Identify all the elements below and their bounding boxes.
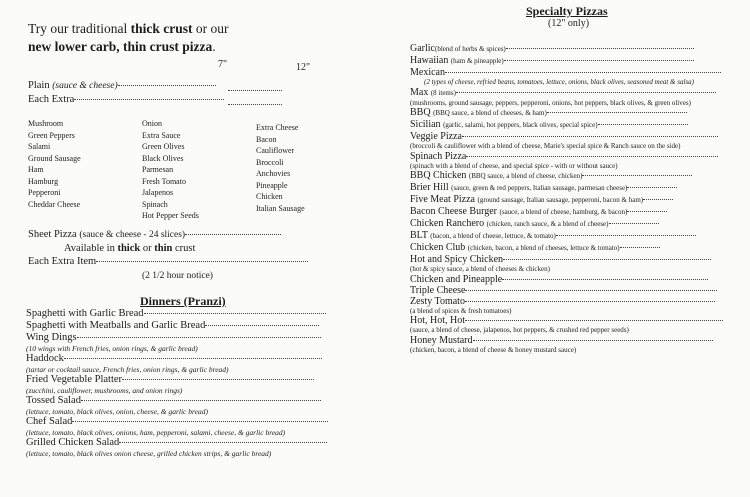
pizza-item	[410, 230, 745, 242]
topping-item: Pineapple	[256, 180, 288, 190]
pizza-item	[410, 43, 745, 55]
pizza-desc: (2 types of cheese, refried beans, tomatoes, lettuce, onions, black olives, seasoned meat & salsa)	[424, 78, 694, 86]
pizza-item	[410, 285, 745, 296]
pizza-desc: (broccoli & cauliflower with a blend of cheese, Marie's special spice & Ranch sauce on the side)	[410, 142, 681, 150]
topping-item: Pepperoni	[28, 188, 61, 197]
pizza-name: Brier Hill	[410, 182, 449, 193]
topping-item: Chicken	[256, 192, 283, 201]
intro-text: Try our traditional	[28, 21, 131, 36]
topping-item: Black Olives	[142, 153, 184, 163]
leader-dots	[502, 279, 708, 280]
topping-item: Bacon	[256, 134, 277, 144]
plain-pizza-row	[28, 80, 216, 92]
leader-dots	[118, 85, 216, 86]
pizza-note: (sauce, a blend of cheese, hamburg, & bacon)	[499, 208, 628, 216]
avail-thick: thick	[117, 243, 141, 254]
dinner-item	[26, 353, 356, 365]
pizza-name: Garlic	[410, 43, 435, 54]
leader-dots	[81, 400, 321, 401]
pizza-name: Zesty Tomato	[410, 295, 465, 307]
pizza-name: Chicken Club	[410, 242, 466, 253]
topping-item: Green Olives	[142, 142, 185, 151]
toppings-col-3	[256, 122, 305, 214]
pizza-item	[410, 206, 745, 218]
dinner-item	[26, 374, 356, 386]
pizza-note: (blend of herbs & spices)	[435, 45, 506, 53]
pizza-item	[410, 296, 745, 307]
sheet-notice: (2 1/2 hour notice)	[142, 271, 213, 281]
pizza-desc: (mushrooms, ground sausage, peppers, pepperoni, onions, hot peppers, black olives, & green olives)	[410, 98, 691, 107]
pizza-item	[410, 87, 745, 99]
dinner-item	[26, 320, 356, 332]
pizza-item	[410, 335, 745, 346]
price-blank-extra	[228, 104, 282, 105]
leader-dots	[185, 234, 281, 235]
avail-thin: thin	[154, 243, 173, 254]
pizza-name: BBQ Chicken	[410, 170, 467, 181]
pizza-item	[410, 55, 745, 67]
topping-item: Green Peppers	[28, 130, 75, 140]
pizza-name: Honey Mustard	[410, 334, 473, 346]
topping-item: Mushroom	[28, 119, 64, 128]
specialty-list	[410, 43, 745, 354]
pizza-note: (bacon, a blend of cheese, lettuce, & tomato)	[430, 232, 556, 240]
dinner-name: Chef Salad	[26, 416, 73, 427]
leader-dots	[503, 259, 711, 260]
topping-item: Ground Sausage	[28, 153, 81, 163]
size-small-header: 7"	[218, 59, 228, 70]
pizza-item	[410, 182, 745, 194]
pizza-item	[410, 170, 745, 182]
dinner-desc: (lettuce, tomato, black olives, onion, cheese, & garlic bread)	[26, 407, 208, 416]
leader-dots	[473, 340, 713, 341]
leader-dots	[77, 337, 321, 338]
topping-item: Anchovies	[256, 169, 291, 178]
dinner-desc: (10 wings with French fries, onion rings, & garlic bread)	[26, 344, 198, 353]
pizza-note: (8 items)	[430, 88, 456, 97]
topping-item: Broccoli	[256, 157, 284, 167]
dinner-item	[26, 308, 356, 320]
pizza-note: (garlic, salami, hot peppers, black olives, special spice)	[443, 121, 598, 129]
topping-item: Hamburg	[28, 176, 59, 186]
topping-item: Parmesan	[142, 165, 174, 174]
topping-item: Salami	[28, 142, 51, 151]
dinner-name: Spaghetti with Meatballs and Garlic Bread	[26, 320, 206, 331]
dinner-name: Grilled Chicken Salad	[26, 437, 120, 448]
plain-desc: (sauce & cheese)	[52, 81, 118, 91]
dinner-name: Wing Dings	[26, 332, 77, 343]
sheet-availability	[64, 243, 195, 255]
each-extra-label: Each Extra	[28, 94, 75, 105]
leader-dots	[72, 421, 328, 422]
pizza-desc: (hot & spicy sauce, a blend of cheeses & chicken)	[410, 265, 550, 273]
leader-dots	[96, 261, 308, 262]
leader-dots	[465, 290, 717, 291]
leader-dots	[205, 325, 319, 326]
plain-label: Plain	[28, 80, 50, 91]
leader-dots	[74, 99, 224, 100]
leader-dots	[598, 124, 688, 125]
intro-text-end: or our	[192, 21, 229, 36]
pizza-name: Mexican	[410, 67, 445, 78]
leader-dots	[643, 199, 673, 200]
leader-dots	[547, 112, 687, 113]
intro-line-2	[28, 38, 216, 55]
topping-item: Hot Pepper Seeds	[142, 211, 199, 220]
pizza-name: Triple Cheese	[410, 284, 466, 296]
leader-dots	[609, 223, 659, 224]
sheet-desc: (sauce & cheese - 24 slices)	[79, 230, 186, 240]
avail-text: or	[140, 243, 155, 254]
leader-dots	[627, 211, 667, 212]
dinner-desc: (lettuce, tomato, black olives, onions, ham, pepperoni, salami, cheese, & garlic bread)	[26, 428, 286, 437]
pizza-name: Sicilian	[410, 119, 441, 130]
intro-thick-crust: thick crust	[130, 21, 193, 36]
pizza-item	[410, 131, 745, 142]
dinners-title: Dinners (Pranzi)	[140, 294, 226, 308]
pizza-name: Hot and Spicy Chicken	[410, 254, 504, 265]
dinner-desc: (lettuce, tomato, black olives onion cheese, grilled chicken strips, & garlic bread)	[26, 449, 272, 458]
pizza-name: Chicken Ranchero	[410, 218, 485, 229]
leader-dots	[504, 60, 694, 61]
pizza-name: BLT	[410, 230, 428, 241]
each-extra-row	[28, 94, 224, 106]
specialty-title: Specialty Pizzas	[526, 4, 608, 18]
toppings-col-1	[28, 118, 81, 210]
dinner-item	[26, 395, 356, 407]
intro-line-1	[28, 20, 229, 37]
pizza-item	[410, 119, 745, 131]
leader-dots	[456, 92, 716, 93]
topping-item: Cauliflower	[256, 146, 295, 155]
price-blank-7	[228, 90, 282, 91]
topping-item: Jalapenos	[142, 188, 174, 197]
pizza-desc: (a blend of spices & fresh tomatoes)	[410, 306, 512, 315]
specialty-subtitle: (12" only)	[548, 18, 590, 29]
pizza-desc: (chicken, bacon, a blend of cheese & honey mustard sauce)	[410, 345, 577, 354]
pizza-name: Veggie Pizza	[410, 131, 462, 142]
pizza-note: (BBQ sauce, a blend of cheeses, & ham)	[433, 109, 547, 117]
pizza-name: Hawaiian	[410, 55, 449, 66]
topping-item: Fresh Tomato	[142, 176, 186, 186]
dinner-item	[26, 437, 356, 449]
leader-dots	[64, 358, 322, 359]
sheet-label: Sheet Pizza	[28, 229, 77, 240]
pizza-item	[410, 218, 745, 230]
dinner-name: Spaghetti with Garlic Bread	[26, 308, 144, 319]
pizza-desc: (spinach with a blend of cheese, and special spice - with or without sauce)	[410, 161, 618, 170]
leader-dots	[466, 156, 718, 157]
pizza-item	[410, 107, 745, 119]
pizza-name: Bacon Cheese Burger	[410, 206, 498, 217]
leader-dots	[119, 442, 327, 443]
pizza-note: (ham & pineapple)	[450, 57, 504, 65]
topping-item: Ham	[28, 165, 44, 174]
sheet-extra-row	[28, 256, 308, 268]
leader-dots	[445, 72, 721, 73]
pizza-note: (BBQ sauce, a blend of cheese, chicken)	[468, 172, 583, 180]
leader-dots	[465, 320, 723, 321]
pizza-note: (chicken, bacon, a blend of cheeses, lettuce & tomato)	[467, 244, 620, 252]
dinner-name: Haddock	[26, 353, 64, 364]
intro-thin-crust: new lower carb, thin crust pizza	[28, 39, 213, 54]
topping-item: Spinach	[142, 199, 168, 209]
leader-dots	[144, 313, 326, 314]
dinner-name: Tossed Salad	[26, 395, 81, 406]
leader-dots	[582, 175, 692, 176]
pizza-item	[410, 274, 745, 285]
pizza-name: Hot, Hot, Hot	[410, 315, 465, 326]
pizza-item	[410, 254, 745, 265]
sheet-extra-label: Each Extra Item	[28, 256, 97, 267]
pizza-note: (chicken, ranch sauce, & a blend of cheese)	[486, 220, 609, 228]
pizza-name: Chicken and Pineapple	[410, 273, 503, 285]
toppings-col-2	[142, 118, 199, 222]
avail-text: crust	[172, 243, 196, 254]
dinner-desc: (zucchini, cauliflower, mushrooms, and onion rings)	[26, 386, 183, 395]
leader-dots	[462, 136, 718, 137]
dinner-name: Fried Vegetable Platter	[26, 374, 123, 385]
dinners-list	[26, 308, 356, 458]
topping-item: Italian Sausage	[256, 203, 305, 213]
avail-text: Available in	[64, 243, 118, 254]
leader-dots	[506, 48, 694, 49]
leader-dots	[620, 247, 660, 248]
pizza-name: Spinach Pizza	[410, 150, 467, 162]
topping-item: Onion	[142, 119, 162, 128]
dinner-desc: (tartar or cocktail sauce, French fries, onion rings, & garlic bread)	[26, 365, 229, 374]
dinner-item	[26, 332, 356, 344]
leader-dots	[122, 379, 314, 380]
pizza-desc: (sauce, a blend of cheese, jalapenos, hot peppers, & crushed red pepper seeds)	[410, 326, 629, 334]
dinner-item	[26, 416, 356, 428]
pizza-item	[410, 315, 745, 326]
topping-item: Cheddar Cheese	[28, 199, 81, 209]
pizza-item	[410, 67, 745, 78]
topping-item: Extra Sauce	[142, 130, 181, 140]
intro-period: .	[212, 39, 216, 54]
topping-item: Extra Cheese	[256, 123, 299, 132]
leader-dots	[627, 187, 677, 188]
pizza-item	[410, 242, 745, 254]
pizza-name: Five Meat Pizza	[410, 194, 475, 205]
leader-dots	[465, 301, 715, 302]
pizza-item	[410, 194, 745, 206]
pizza-name: Max	[410, 86, 429, 98]
pizza-note: (ground sausage, Italian sausage, pepperoni, bacon & ham)	[477, 196, 644, 204]
pizza-item	[410, 151, 745, 162]
pizza-note: (sauce, green & red peppers, Italian sausage, parmesan cheese)	[451, 184, 628, 192]
sheet-pizza-row	[28, 229, 281, 241]
leader-dots	[556, 235, 696, 236]
size-large-header: 12"	[296, 62, 311, 73]
pizza-name: BBQ	[410, 107, 431, 118]
